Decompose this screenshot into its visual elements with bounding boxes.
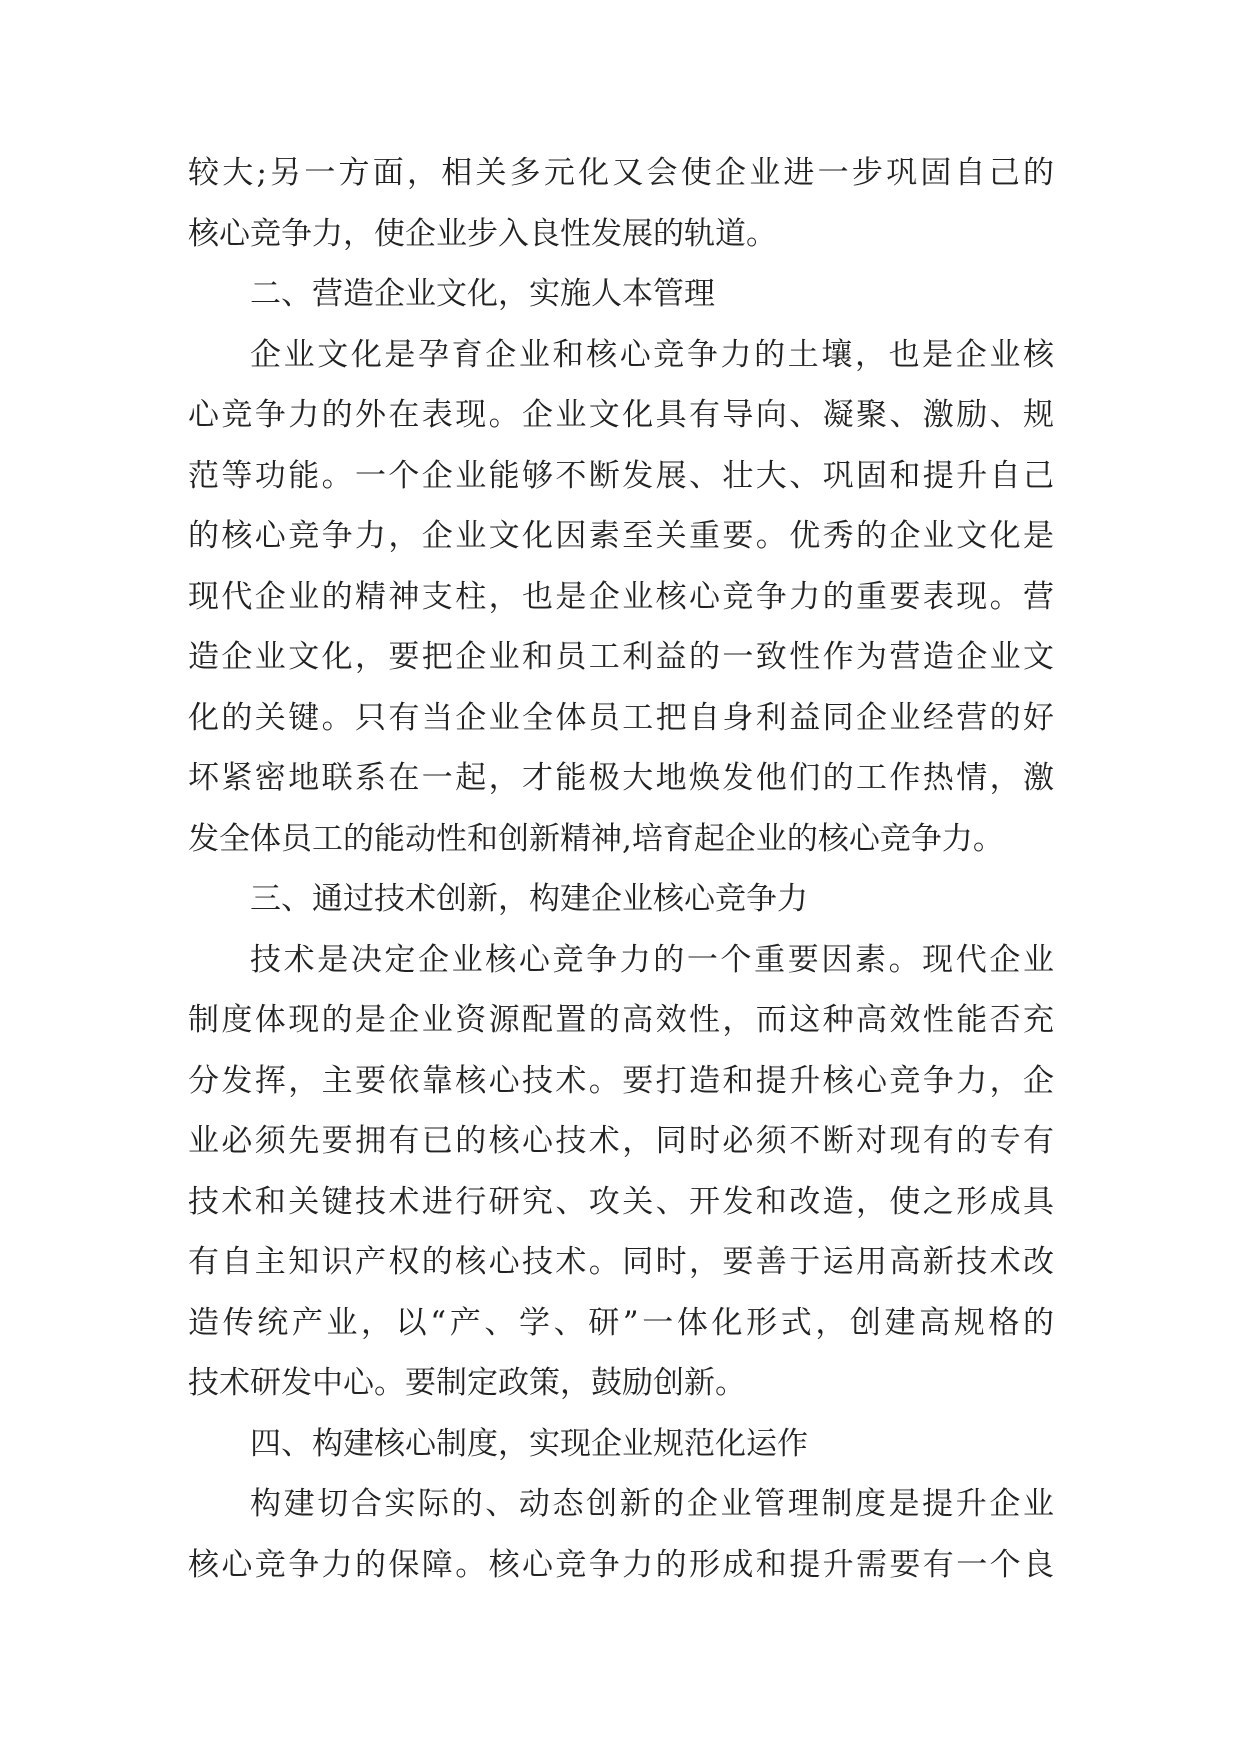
text-line: 技术研发中心。要制定政策，鼓励创新。 [188, 1365, 746, 1401]
text-line: 技术和关键技术进行研究、攻关、开发和改造，使之形成具 [188, 1183, 1054, 1220]
text-line: 业必须先要拥有已的核心技术，同时必须不断对现有的专有 [188, 1123, 1054, 1159]
text-line: 企业文化是孕育企业和核心竞争力的土壤，也是企业核 [250, 336, 1054, 373]
text-line: 发全体员工的能动性和创新精神,培育起企业的核心竞争力。 [188, 820, 1004, 857]
text-line: 三、通过技术创新，构建企业核心竞争力 [250, 881, 808, 917]
text-line: 分发挥，主要依靠核心技术。要打造和提升核心竞争力，企 [188, 1062, 1054, 1099]
text-line: 较大;另一方面，相关多元化又会使企业进一步巩固自己的 [188, 155, 1054, 191]
text-line: 坏紧密地联系在一起，才能极大地焕发他们的工作热情，激 [188, 760, 1054, 796]
text-line: 的核心竞争力，企业文化因素至关重要。优秀的企业文化是 [188, 518, 1054, 554]
text-line: 构建切合实际的、动态创新的企业管理制度是提升企业 [250, 1486, 1054, 1522]
text-line: 核心竞争力的保障。核心竞争力的形成和提升需要有一个良 [188, 1546, 1054, 1583]
text-line: 二、营造企业文化，实施人本管理 [250, 276, 715, 312]
text-line: 制度体现的是企业资源配置的高效性，而这种高效性能否充 [188, 1002, 1054, 1038]
text-line: 有自主知识产权的核心技术。同时，要善于运用高新技术改 [188, 1244, 1054, 1280]
text-line: 造传统产业，以“产、学、研”一体化形式，创建高规格的 [188, 1304, 1054, 1341]
text-line: 核心竞争力，使企业步入良性发展的轨道。 [188, 215, 777, 252]
text-line: 技术是决定企业核心竞争力的一个重要因素。现代企业 [250, 941, 1054, 978]
document-body [188, 155, 1054, 1610]
text-line: 范等功能。一个企业能够不断发展、壮大、巩固和提升自己 [188, 457, 1054, 494]
text-line: 化的关键。只有当企业全体员工把自身利益同企业经营的好 [188, 699, 1054, 736]
text-line: 造企业文化，要把企业和员工利益的一致性作为营造企业文 [188, 639, 1054, 675]
text-line: 现代企业的精神支柱，也是企业核心竞争力的重要表现。营 [188, 578, 1054, 615]
text-line: 四、构建核心制度，实现企业规范化运作 [250, 1425, 808, 1462]
text-line: 心竞争力的外在表现。企业文化具有导向、凝聚、激励、规 [188, 397, 1054, 433]
